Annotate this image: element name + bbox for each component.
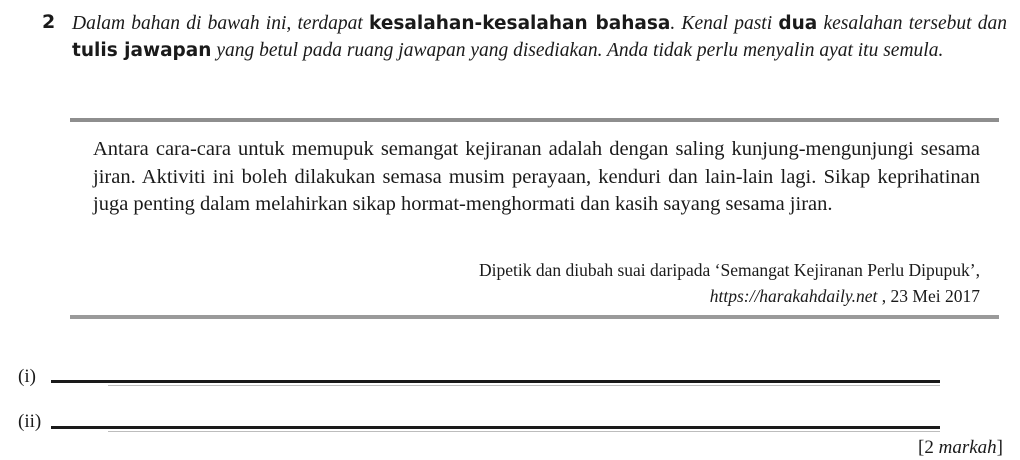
instruction-text-4: yang betul pada ruang jawapan yang disediakan. Anda tidak perlu menyalin ayat itu semula.: [211, 40, 944, 61]
passage-text: Antara cara-cara untuk memupuk semangat kejiranan adalah dengan saling kunjung-mengunjungi sesama jiran. Aktiviti ini boleh dilakukan semasa musim perayaan, kenduri dan lain-lain lagi. Sikap keprihatinan juga penting dalam melahirkan sikap hormat-menghormati dan kasih sayang sesama jiran.: [93, 138, 980, 215]
marks-open: [2: [918, 437, 939, 458]
answer-line-i[interactable]: [51, 380, 940, 383]
instruction-text-2: . Kenal pasti: [670, 13, 779, 34]
question-number: 2: [42, 11, 56, 33]
instruction-text-1: Dalam bahan di bawah ini, terdapat: [72, 13, 370, 34]
answer-label-ii: (ii): [18, 411, 42, 432]
instruction-text-3: kesalahan tersebut dan: [817, 13, 1007, 34]
source-url-line: [280, 283, 980, 309]
marks-allocation: [918, 437, 1003, 459]
source-url: https://harakahdaily.net: [709, 286, 878, 306]
instruction-bold-3: tulis jawapan: [72, 40, 212, 61]
source-date: , 23 Mei 2017: [877, 286, 980, 306]
question-instruction: [72, 10, 1007, 64]
answer-line-ii[interactable]: [51, 426, 940, 429]
answer-label-i: (i): [18, 366, 36, 387]
passage-bottom-rule: [70, 315, 999, 319]
source-line: Dipetik dan diubah suai daripada ‘Semangat Kejiranan Perlu Dipupuk’,: [478, 260, 980, 280]
instruction-bold-1: kesalahan-kesalahan bahasa: [369, 13, 671, 34]
passage-top-rule: [70, 118, 999, 122]
passage-source: [280, 257, 980, 309]
instruction-bold-2: dua: [778, 13, 818, 34]
marks-close: ]: [996, 437, 1003, 458]
marks-unit: markah: [938, 437, 997, 458]
